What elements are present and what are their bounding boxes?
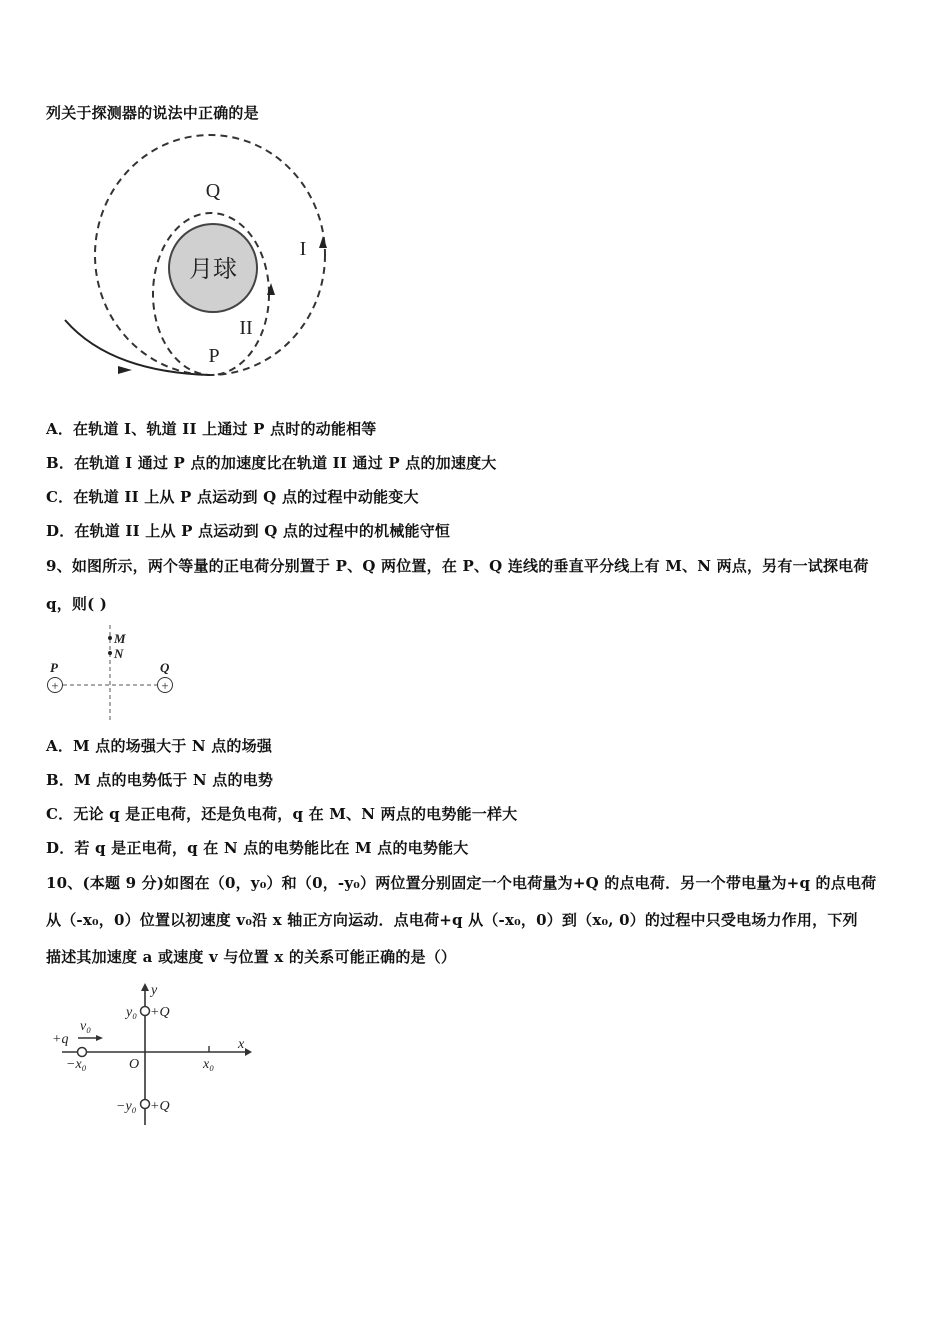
q8-option-a: A．在轨道 I、轨道 II 上通过 P 点时的动能相等: [46, 420, 377, 438]
label-p: P: [50, 660, 58, 675]
orbit-figure: [65, 135, 327, 375]
axes-figure: [52, 983, 252, 1125]
moon-label: 月球: [189, 257, 237, 283]
label-q: Q: [205, 180, 221, 202]
label-y0: y₀: [126, 1005, 138, 1020]
label-n: N: [114, 646, 124, 661]
q9-stem-line1: 9、如图所示，两个等量的正电荷分别置于 P、Q 两位置，在 P、Q 连线的垂直平分线上有 M、N 两点，另有一试探电荷: [46, 557, 869, 575]
q10-stem-line2: 从（-x₀，0）位置以初速度 v₀沿 x 轴正方向运动．点电荷+q 从（-x₀，0）到（x₀, 0）的过程中只受电场力作用，下列: [46, 911, 858, 929]
q10-stem-line1: 10、(本题 9 分)如图在（0，y₀）和（0，-y₀）两位置分别固定一个电荷量为+Q 的点电荷．另一个带电量为+q 的点电荷: [46, 874, 877, 892]
label-orbit-1: I: [299, 238, 307, 260]
q8-option-c: C．在轨道 II 上从 P 点运动到 Q 点的过程中动能变大: [46, 488, 419, 506]
label-p: P: [208, 345, 220, 367]
label-x: x: [238, 1037, 245, 1052]
label-v0: v₀: [80, 1019, 92, 1034]
label-orbit-2: II: [239, 317, 253, 339]
label-plus-q-top: +Q: [150, 1005, 170, 1020]
q9-option-c: C．无论 q 是正电荷，还是负电荷，q 在 M、N 两点的电势能一样大: [46, 805, 518, 823]
label-y: y: [151, 983, 158, 998]
q9-stem-line2: q，则( ): [46, 595, 108, 613]
approach-trajectory: [65, 320, 210, 375]
label-neg-y0: −y₀: [116, 1099, 137, 1114]
arrow-up-icon: [319, 236, 327, 248]
label-neg-x0: −x₀: [66, 1057, 87, 1072]
q10-stem-line3: 描述其加速度 a 或速度 v 与位置 x 的关系可能正确的是（）: [46, 948, 457, 966]
plus-sign: +: [161, 678, 169, 693]
charges-figure: [48, 625, 173, 720]
q9-option-a: A．M 点的场强大于 N 点的场强: [46, 737, 273, 755]
q8-option-b: B．在轨道 I 通过 P 点的加速度比在轨道 II 通过 P 点的加速度大: [46, 454, 497, 472]
label-q: Q: [160, 660, 170, 675]
label-plus-q-bottom: +Q: [150, 1099, 170, 1114]
q9-option-b: B．M 点的电势低于 N 点的电势: [46, 771, 274, 789]
label-x0: x₀: [203, 1057, 215, 1072]
label-m: M: [114, 631, 126, 646]
q9-option-d: D．若 q 是正电荷，q 在 N 点的电势能比在 M 点的电势能大: [46, 839, 469, 857]
plus-sign: +: [51, 678, 59, 693]
q8-stem: 列关于探测器的说法中正确的是: [46, 104, 259, 122]
q8-option-d: D．在轨道 II 上从 P 点运动到 Q 点的过程中的机械能守恒: [46, 522, 451, 540]
label-plus-q-small: +q: [52, 1032, 69, 1047]
arrow-icon: [118, 366, 132, 374]
label-origin: O: [129, 1057, 140, 1072]
